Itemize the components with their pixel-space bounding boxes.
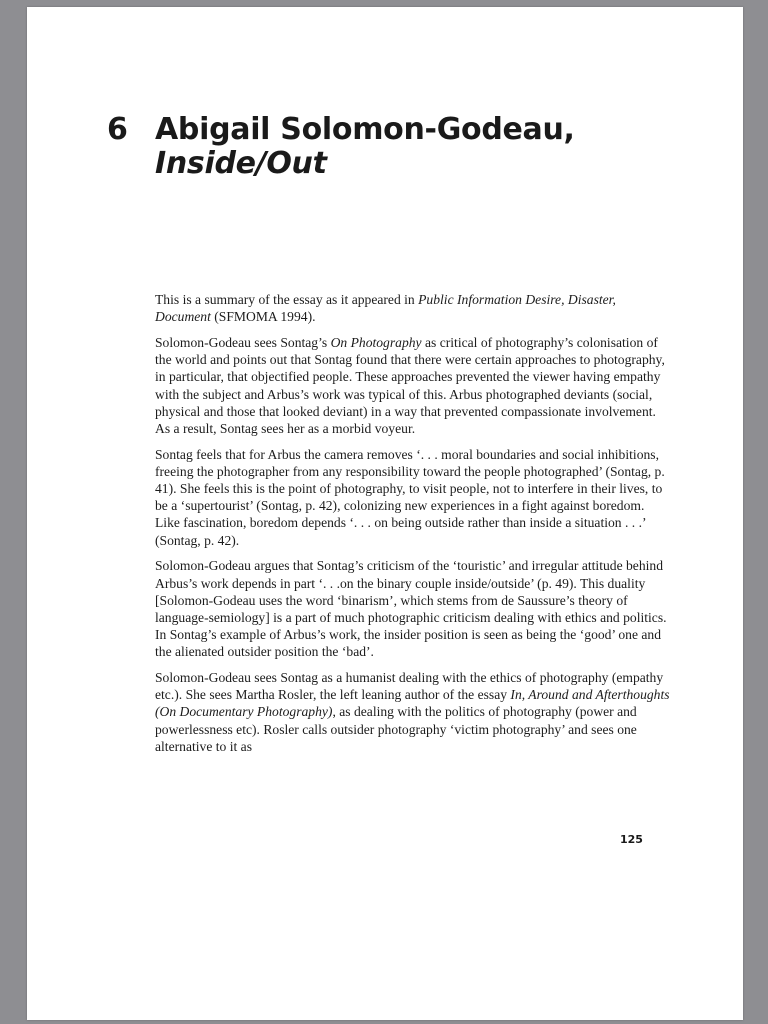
paragraph (155, 446, 670, 549)
paragraph (155, 291, 670, 325)
chapter-title (155, 113, 575, 181)
text-segment: Solomon-Godeau argues that Sontag’s criticism of the ‘touristic’ and irregular attitude behind Arbus’s work depends in part ‘. . .on the binary couple inside/outside’ (p. 49). This duality [Solomon-Godeau uses the word ‘binarism’, which stems from de Saussure’s theory of language-semiology] is a part of much photographic criticism dealing with ethics and politics. In Sontag’s example of Arbus’s work, the insider position is seen as being the ‘good’ one and the alienated outsider position the ‘bad’. (155, 558, 667, 660)
paragraph (155, 669, 670, 755)
text-segment: as critical of photography’s colonisation of the world and points out that Sontag found that there were certain approaches to photography, in particular, that objectified people. These approaches prevented the viewer having empathy with the subject and Arbus’s work was typical of this. Arbus photographed deviants (social, physical and those that looked deviant) in a way that prevented compassionate involvement. As a result, Sontag sees her as a morbid voyeur. (155, 334, 665, 436)
body-text (155, 291, 670, 764)
chapter-number: 6 (107, 112, 128, 147)
text-segment: This is a summary of the essay as it appeared in (155, 292, 419, 307)
italic-text: Public Information Desire, Disaster, Document (155, 292, 616, 325)
paragraph (155, 557, 670, 660)
chapter-title-main: Abigail Solomon-Godeau, (155, 112, 575, 147)
book-page (27, 7, 743, 1020)
page-number: 125 (620, 833, 643, 846)
text-segment: , as dealing with the politics of photography (power and powerlessness etc). Rosler calls outsider photography ‘victim photography’ and sees one alternative to it as (155, 704, 637, 754)
text-segment: Sontag feels that for Arbus the camera removes ‘. . . moral boundaries and social inhibitions, freeing the photographer from any responsibility toward the people photographed’ (Sontag, p. 41). She feels this is the point of photography, to visit people, not to interfere in their lives, to be a ‘supertourist’ (Sontag, p. 42), colonizing new experiences in a fight against boredom. Like fascination, boredom depends ‘. . . on being outside rather than inside a situation . . .’ (Sontag, p. 42). (155, 446, 665, 548)
text-segment: (SFMOMA 1994). (210, 309, 316, 325)
paragraph (155, 334, 670, 437)
text-segment: Solomon-Godeau sees Sontag’s (155, 334, 331, 350)
italic-text: In, Around and Afterthoughts (On Documentary Photography) (155, 687, 670, 720)
text-segment: Solomon-Godeau sees Sontag as a humanist dealing with the ethics of photography (empathy etc.). She sees Martha Rosler, the left leaning author of the essay (155, 670, 664, 703)
chapter-subtitle: Inside/Out (155, 146, 327, 181)
italic-text: On Photography (330, 334, 422, 350)
